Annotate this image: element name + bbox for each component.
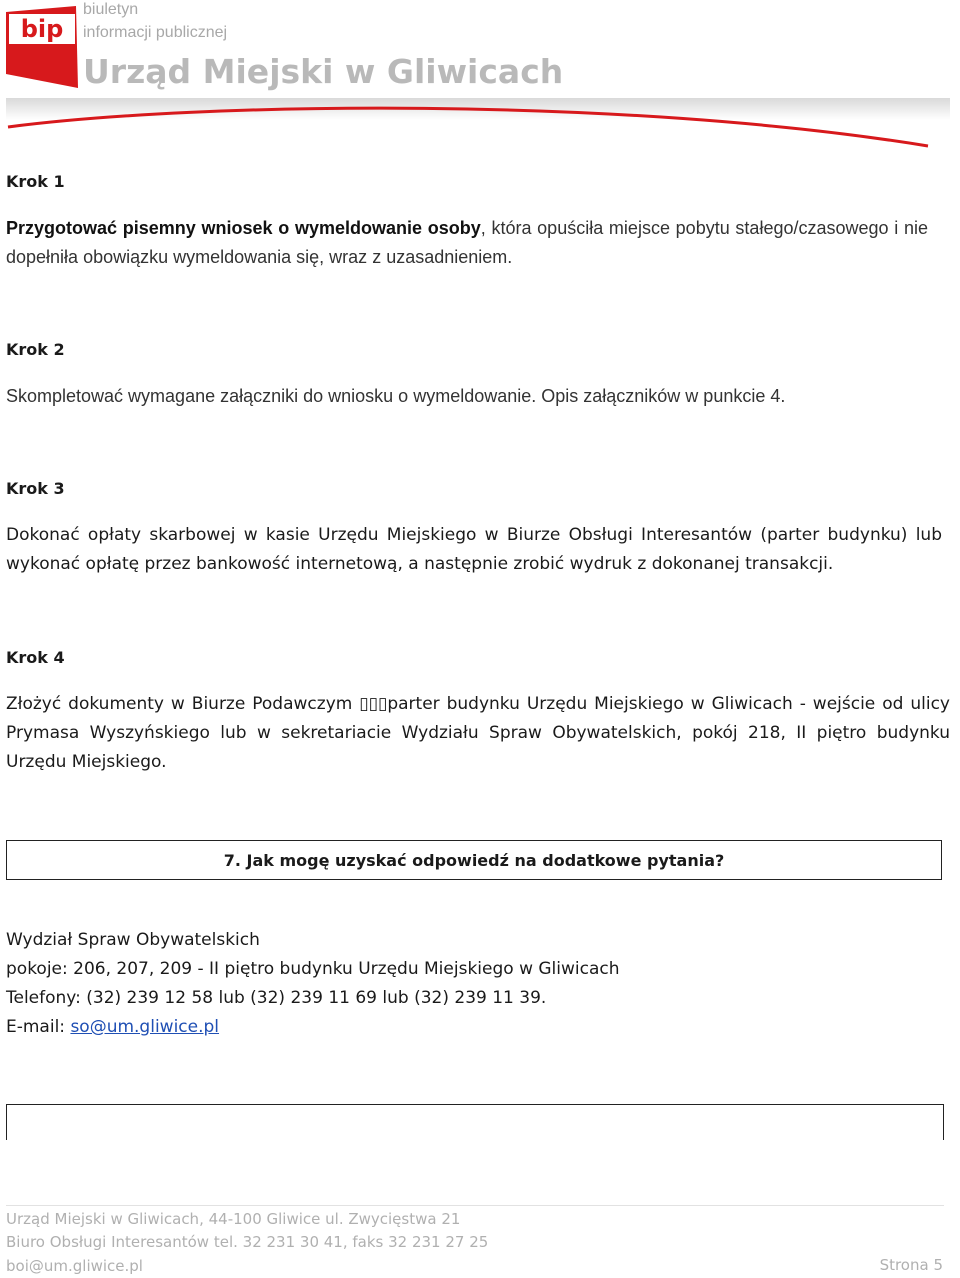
page-number: Strona 5 <box>879 1256 943 1274</box>
bip-logo-text: bip <box>20 15 64 43</box>
contact-email-link[interactable]: so@um.gliwice.pl <box>70 1017 220 1037</box>
footer-phone: Biuro Obsługi Interesantów tel. 32 231 30 41, faks 32 231 27 25 <box>6 1233 489 1251</box>
section-7-heading: 7. Jak mogę uzyskać odpowiedź na dodatkowe pytania? <box>6 840 942 880</box>
footer-address: Urząd Miejski w Gliwicach, 44-100 Gliwice ul. Zwycięstwa 21 <box>6 1210 461 1228</box>
next-section-box <box>6 1104 944 1140</box>
bip-logo <box>6 4 80 90</box>
footer-divider <box>6 1205 944 1206</box>
contact-email <box>6 1013 219 1042</box>
step-4-title: Krok 4 <box>6 648 65 667</box>
contact-department: Wydział Spraw Obywatelskich <box>6 930 260 950</box>
header-line-biuletyn: biuletyn <box>83 1 139 18</box>
step-1-bold: Przygotować pisemny wniosek o wymeldowanie osoby <box>6 218 481 238</box>
contact-phones: Telefony: (32) 239 12 58 lub (32) 239 11 69 lub (32) 239 11 39. <box>6 988 547 1008</box>
step-1-rest: , która opuściła miejsce pobytu stałego/czasowego i nie dopełniła obowiązku wymeldowania się, wraz z uzasadnieniem. <box>6 218 928 267</box>
step-2-text: Skompletować wymagane załączniki do wniosku o wymeldowanie. Opis załączników w punkcie 4. <box>6 386 786 406</box>
header-line-informacji: informacji publicznej <box>83 24 228 41</box>
header-title: Urząd Miejski w Gliwicach <box>83 52 564 91</box>
contact-email-label: E-mail: <box>6 1017 71 1037</box>
step-1-text <box>6 214 928 272</box>
contact-rooms: pokoje: 206, 207, 209 - II piętro budynku Urzędu Miejskiego w Gliwicach <box>6 959 620 979</box>
step-4-text: Złożyć dokumenty w Biurze Podawczym ▯▯▯parter budynku Urzędu Miejskiego w Gliwicach - wejście od ulicy Prymasa Wyszyńskiego lub w sekretariacie Wydziału Spraw Obywatelskich, pokój 218, II piętro budynku Urzędu Miejskiego. <box>6 694 950 772</box>
step-3-title: Krok 3 <box>6 479 65 498</box>
footer-email: boi@um.gliwice.pl <box>6 1257 143 1275</box>
step-3-text: Dokonać opłaty skarbowej w kasie Urzędu Miejskiego w Biurze Obsługi Interesantów (parter budynku) lub wykonać opłatę przez bankowość internetową, a następnie zrobić wydruk z dokonanej transakcji. <box>6 525 942 574</box>
step-1-title: Krok 1 <box>6 172 65 191</box>
step-2-title: Krok 2 <box>6 340 65 359</box>
header-swoosh <box>0 94 960 154</box>
